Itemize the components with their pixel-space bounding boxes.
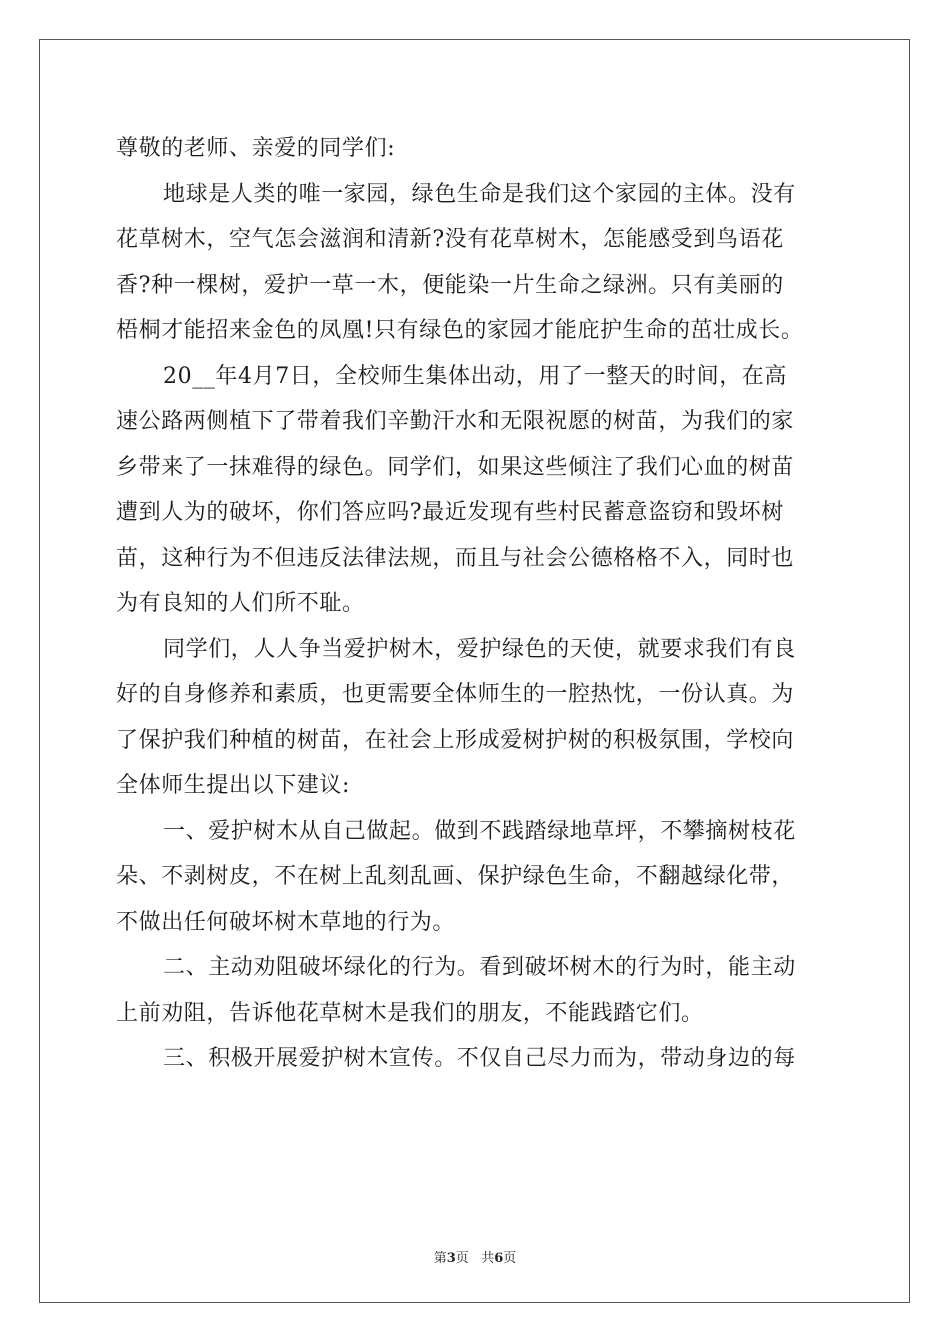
document-body bbox=[116, 126, 836, 1082]
text-line: 速公路两侧植下了带着我们辛勤汗水和无限祝愿的树苗，为我们的家 bbox=[116, 409, 795, 434]
text-line: 乡带来了一抹难得的绿色。同学们，如果这些倾注了我们心血的树苗 bbox=[116, 454, 795, 480]
text-line: 苗，这种行为不但违反法律法规，而且与社会公德格格不入，同时也 bbox=[116, 545, 795, 571]
text-line: 尊敬的老师、亲爱的同学们: bbox=[116, 136, 396, 161]
text-line: 了保护我们种植的树苗，在社会上形成爱树护树的积极氛围，学校向 bbox=[116, 727, 795, 753]
text-line: 花草树木，空气怎会滋润和清新?没有花草树木，怎能感受到鸟语花 bbox=[116, 227, 784, 252]
text-line: 三、积极开展爱护树木宣传。不仅自己尽力而为，带动身边的每 bbox=[163, 1046, 796, 1071]
text-line: 全体师生提出以下建议: bbox=[116, 773, 351, 798]
footer-page-number: 3 bbox=[446, 1251, 456, 1266]
text-line: 地球是人类的唯一家园，绿色生命是我们这个家园的主体。没有 bbox=[163, 181, 796, 207]
text-line: 好的自身修养和素质，也更需要全体师生的一腔热忱，一份认真。为 bbox=[116, 682, 795, 707]
page-footer bbox=[0, 1247, 950, 1266]
footer-prefix: 第 bbox=[433, 1251, 447, 1266]
text-line: 同学们，人人争当爱护树木，爱护绿色的天使，就要求我们有良 bbox=[163, 636, 796, 662]
text-line: 遭到人为的破坏，你们答应吗?最近发现有些村民蓄意盗窃和毁坏树 bbox=[116, 500, 784, 525]
text-line: 20__年4月7日，全校师生集体出动，用了一整天的时间，在高 bbox=[163, 363, 787, 389]
footer-total-suffix: 页 bbox=[503, 1251, 517, 1266]
footer-page-suffix: 页 bbox=[455, 1251, 469, 1266]
text-line: 不做出任何破坏树木草地的行为。 bbox=[116, 909, 456, 935]
text-line: 为有良知的人们所不耻。 bbox=[116, 591, 365, 616]
footer-total-pages: 6 bbox=[494, 1251, 504, 1266]
text-line: 香?种一棵树，爱护一草一木，便能染一片生命之绿洲。只有美丽的 bbox=[116, 272, 784, 298]
text-line: 一、爱护树木从自己做起。做到不践踏绿地草坪，不攀摘树枝花 bbox=[163, 818, 796, 844]
text-line: 朵、不剥树皮，不在树上乱刻乱画、保护绿色生命，不翻越绿化带， bbox=[116, 864, 795, 889]
text-line: 二、主动劝阻破坏绿化的行为。看到破坏树木的行为时，能主动 bbox=[163, 955, 796, 980]
footer-total-prefix: 共 bbox=[481, 1251, 495, 1266]
text-line: 上前劝阻，告诉他花草树木是我们的朋友，不能践踏它们。 bbox=[116, 1000, 704, 1026]
text-line: 梧桐才能招来金色的凤凰!只有绿色的家园才能庇护生命的茁壮成长。 bbox=[116, 318, 804, 343]
